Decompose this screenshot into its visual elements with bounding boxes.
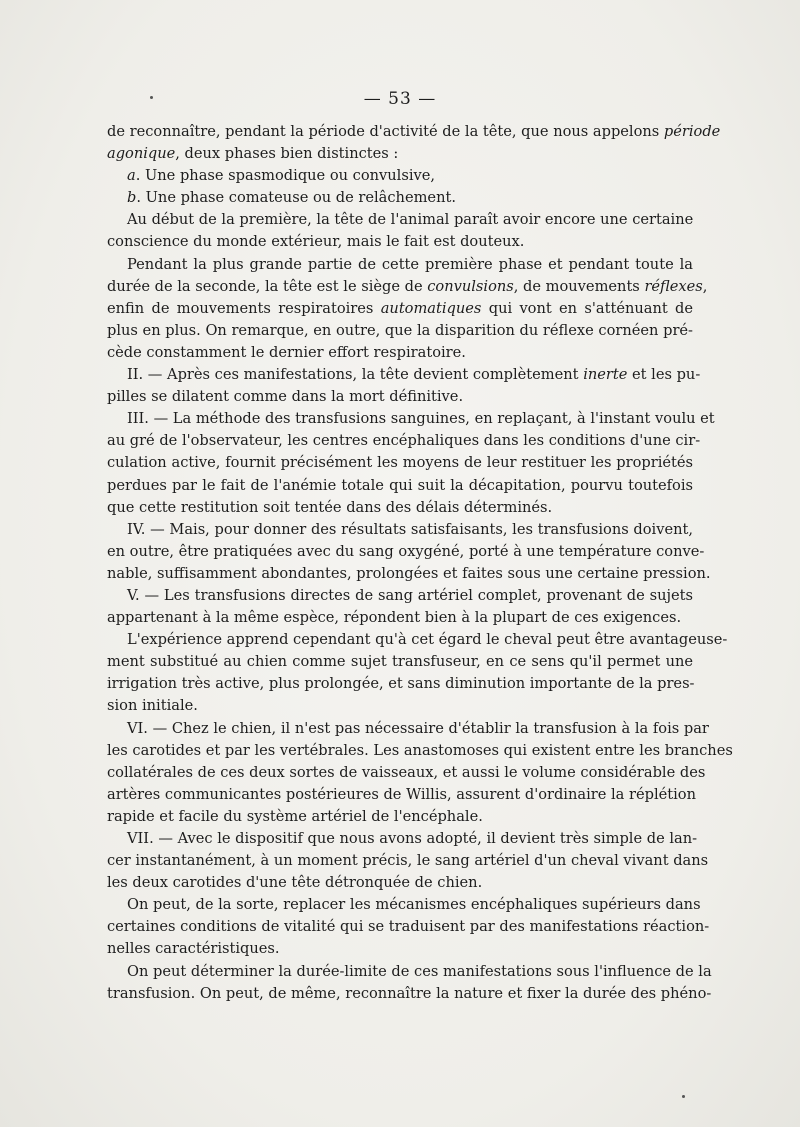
text-segment: IV. — Mais, pour donner des résultats satisfaisants, les transfusions doivent,	[127, 520, 693, 538]
ink-speck	[150, 96, 153, 99]
text-segment: qui vont en s'atténuant de	[481, 299, 693, 317]
text-segment: cer instantanément, à un moment précis, le sang artériel d'un cheval vivant dans	[107, 852, 709, 870]
text-segment: au gré de l'observateur, les centres encéphaliques dans les conditions d'une cir-	[107, 432, 701, 450]
text-line	[107, 740, 733, 762]
text-line	[107, 629, 728, 651]
text-line	[107, 673, 693, 695]
text-segment: On peut, de la sorte, replacer les mécanismes encéphaliques supérieurs dans	[127, 896, 701, 914]
text-segment: culation active, fournit précisément les moyens de leur restituer les propriétés	[107, 454, 693, 472]
text-line	[107, 298, 693, 320]
italic-text: automatiques	[380, 299, 482, 317]
text-line	[107, 983, 712, 1005]
text-segment: , de mouvements	[513, 277, 645, 295]
text-line	[107, 276, 708, 298]
text-line	[107, 938, 693, 960]
text-line	[107, 585, 693, 607]
text-segment: les deux carotides d'une tête détronquée de chien.	[107, 874, 483, 892]
italic-text: inerte	[583, 366, 628, 384]
text-segment: nelles caractéristiques.	[107, 940, 280, 958]
text-segment: conscience du monde extérieur, mais le fait est douteux.	[107, 233, 525, 251]
text-segment: sion initiale.	[107, 697, 198, 715]
italic-text: b	[127, 189, 137, 207]
text-line	[107, 143, 693, 165]
italic-text: agonique	[107, 145, 176, 163]
text-segment: . Une phase comateuse ou de relâchement.	[136, 189, 456, 207]
text-segment: pilles se dilatent comme dans la mort définitive.	[107, 388, 464, 406]
ink-speck	[682, 1095, 685, 1098]
text-segment: en outre, être pratiquées avec du sang oxygéné, porté à une température conve-	[107, 542, 705, 560]
text-line	[107, 209, 693, 231]
text-segment: VI. — Chez le chien, il n'est pas nécessaire d'établir la transfusion à la fois par	[127, 719, 709, 737]
text-segment: cède constamment le dernier effort respiratoire.	[107, 343, 466, 361]
text-segment: V. — Les transfusions directes de sang artériel complet, provenant de sujets	[127, 586, 693, 604]
text-segment: enfin de mouvements respiratoires	[107, 299, 381, 317]
italic-text: période	[663, 123, 721, 140]
text-line	[107, 607, 693, 629]
text-line	[107, 231, 693, 253]
italic-text: a	[127, 167, 136, 185]
text-segment: . Une phase spasmodique ou convulsive,	[135, 167, 436, 185]
text-segment: perdues par le fait de l'anémie totale qui suit la décapitation, pourvu toutefois	[107, 476, 693, 494]
text-line	[107, 806, 693, 828]
text-segment: plus en plus. On remarque, en outre, que la disparition du réflexe cornéen pré-	[107, 321, 693, 339]
text-segment: ment substitué au chien comme sujet transfuseur, en ce sens qu'il permet une	[107, 653, 693, 671]
text-line	[107, 187, 693, 209]
italic-text: réflexes	[644, 277, 703, 295]
body-text	[107, 121, 733, 1005]
text-segment: de reconnaître, pendant la période d'activité de la tête, que nous appelons	[107, 123, 664, 140]
text-segment: nable, suffisamment abondantes, prolongées et faites sous une certaine pression.	[107, 564, 711, 582]
text-segment: transfusion. On peut, de même, reconnaître la nature et fixer la durée des phéno-	[107, 984, 712, 1002]
text-line	[107, 563, 711, 585]
text-line	[107, 121, 721, 143]
text-line	[107, 695, 693, 717]
text-line	[107, 386, 693, 408]
text-line	[107, 320, 693, 342]
text-line	[107, 452, 693, 474]
text-line	[107, 850, 709, 872]
text-segment: durée de la seconde, la tête est le siège de	[107, 277, 428, 295]
text-segment: les carotides et par les vertébrales. Les anastomoses qui existent entre les branches	[107, 741, 733, 759]
text-segment: ,	[702, 277, 708, 295]
text-segment: L'expérience apprend cependant qu'à cet égard le cheval peut être avantageuse-	[127, 631, 728, 649]
text-segment: collatérales de ces deux sortes de vaisseaux, et aussi le volume considérable des	[107, 763, 706, 781]
text-segment: que cette restitution soit tentée dans des délais déterminés.	[107, 498, 553, 516]
text-segment: irrigation très active, plus prolongée, et sans diminution importante de la pres-	[107, 675, 695, 693]
text-line	[107, 784, 696, 806]
text-segment: , deux phases bien distinctes :	[175, 145, 399, 163]
text-line	[107, 497, 693, 519]
text-line	[107, 408, 715, 430]
text-segment: Au début de la première, la tête de l'animal paraît avoir encore une certaine	[127, 211, 694, 229]
text-segment: artères communicantes postérieures de Willis, assurent d'ordinaire la réplétion	[107, 785, 696, 803]
text-segment: III. — La méthode des transfusions sanguines, en replaçant, à l'instant voulu et	[127, 410, 715, 428]
text-segment: rapide et facile du système artériel de l'encéphale.	[107, 807, 483, 825]
page-number: — 53 —	[363, 89, 437, 109]
text-line	[107, 916, 710, 938]
text-segment: appartenant à la même espèce, répondent bien à la plupart de ces exigences.	[107, 609, 682, 627]
text-line	[107, 519, 693, 541]
text-line	[107, 961, 712, 983]
text-line	[107, 475, 693, 497]
text-line	[107, 541, 705, 563]
text-line	[107, 165, 693, 187]
text-line	[107, 872, 693, 894]
text-line	[107, 254, 693, 276]
text-line	[107, 430, 701, 452]
text-segment: et les pu-	[627, 366, 701, 384]
text-line	[107, 342, 693, 364]
text-line	[107, 651, 693, 673]
text-segment: On peut déterminer la durée-limite de ces manifestations sous l'influence de la	[127, 962, 712, 980]
text-line	[107, 718, 709, 740]
text-segment: Pendant la plus grande partie de cette première phase et pendant toute la	[127, 255, 693, 273]
text-segment: VII. — Avec le dispositif que nous avons adopté, il devient très simple de lan-	[127, 830, 698, 847]
text-segment: certaines conditions de vitalité qui se traduisent par des manifestations réaction-	[107, 918, 710, 936]
italic-text: convulsions	[427, 277, 514, 295]
text-line	[107, 828, 698, 850]
text-segment: II. — Après ces manifestations, la tête devient complètement	[127, 366, 584, 384]
text-line	[107, 762, 706, 784]
text-line	[107, 364, 701, 386]
text-line	[107, 894, 701, 916]
